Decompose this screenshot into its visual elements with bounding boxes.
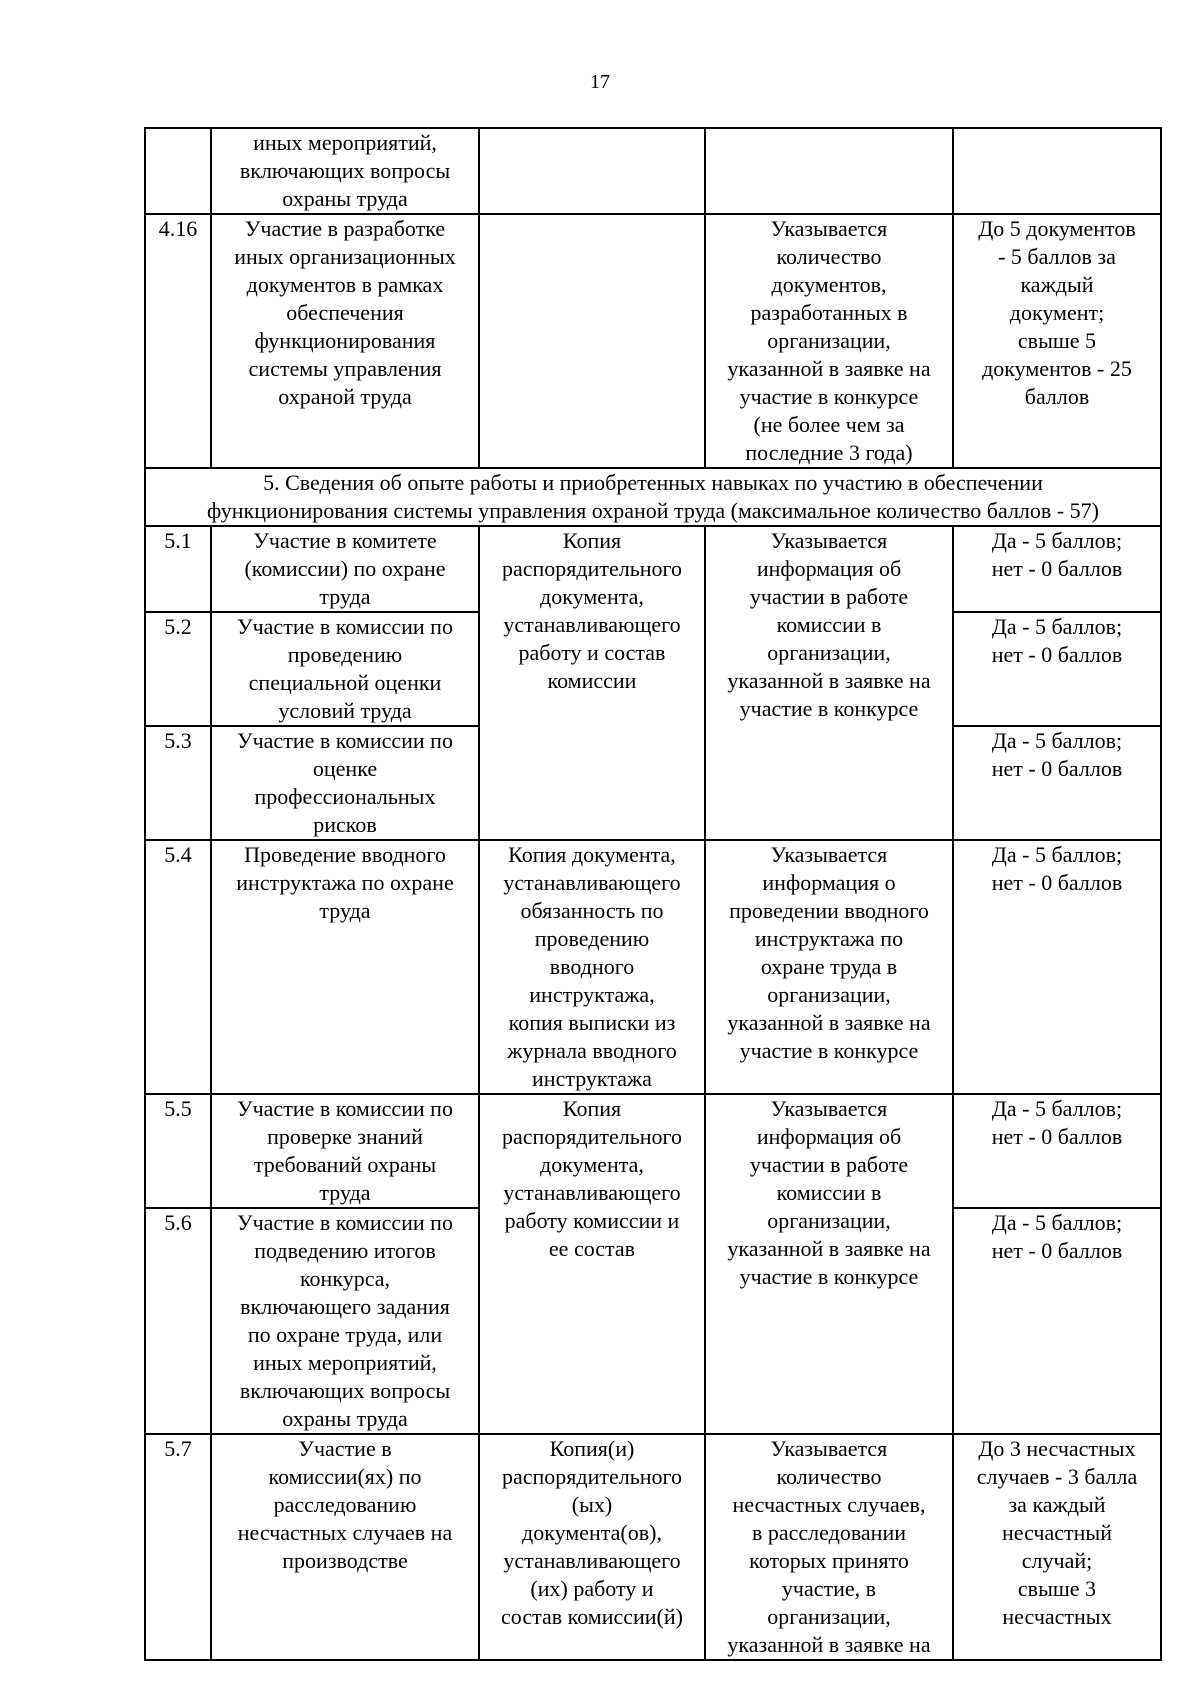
criterion-cell: Участие в комитете (комиссии) по охране труда	[211, 526, 479, 612]
score-cell: Да - 5 баллов; нет - 0 баллов	[953, 840, 1161, 1094]
row-number: 4.16	[145, 214, 211, 468]
document-cell: Копия распорядительного документа, устанавливающего работу и состав комиссии	[479, 526, 705, 840]
row-number: 5.6	[145, 1208, 211, 1434]
row-number: 5.7	[145, 1434, 211, 1660]
criterion-cell: иных мероприятий, включающих вопросы охраны труда	[211, 128, 479, 214]
info-cell: Указывается информация об участии в работе комиссии в организации, указанной в заявке на участие в конкурсе	[705, 1094, 953, 1434]
row-number: 5.2	[145, 612, 211, 726]
score-cell: Да - 5 баллов; нет - 0 баллов	[953, 1094, 1161, 1208]
document-cell: Копия документа, устанавливающего обязанность по проведению вводного инструктажа, копия выписки из журнала вводного инструктажа	[479, 840, 705, 1094]
score-cell: Да - 5 баллов; нет - 0 баллов	[953, 726, 1161, 840]
section-title: 5. Сведения об опыте работы и приобретенных навыках по участию в обеспечении функционирования системы управления охраной труда (максимальное количество баллов - 57)	[145, 468, 1161, 526]
criteria-table	[144, 127, 1162, 1661]
row-number: 5.1	[145, 526, 211, 612]
score-cell: Да - 5 баллов; нет - 0 баллов	[953, 612, 1161, 726]
score-cell	[953, 128, 1161, 214]
table-row	[145, 1434, 1161, 1660]
info-cell: Указывается количество документов, разработанных в организации, указанной в заявке на участие в конкурсе (не более чем за последние 3 года)	[705, 214, 953, 468]
document-cell	[479, 128, 705, 214]
score-cell: До 5 документов - 5 баллов за каждый документ; свыше 5 документов - 25 баллов	[953, 214, 1161, 468]
score-cell: Да - 5 баллов; нет - 0 баллов	[953, 526, 1161, 612]
section-header-row	[145, 468, 1161, 526]
info-cell: Указывается количество несчастных случаев, в расследовании которых принято участие, в организации, указанной в заявке на	[705, 1434, 953, 1660]
row-number: 5.3	[145, 726, 211, 840]
table-row	[145, 1094, 1161, 1208]
row-number	[145, 128, 211, 214]
document-cell: Копия(и) распорядительного (ых) документа(ов), устанавливающего (их) работу и состав комиссии(й)	[479, 1434, 705, 1660]
criterion-cell: Проведение вводного инструктажа по охране труда	[211, 840, 479, 1094]
table-row	[145, 128, 1161, 214]
score-cell: До 3 несчастных случаев - 3 балла за каждый несчастный случай; свыше 3 несчастных	[953, 1434, 1161, 1660]
document-cell: Копия распорядительного документа, устанавливающего работу комиссии и ее состав	[479, 1094, 705, 1434]
page-number: 17	[590, 71, 610, 93]
criterion-cell: Участие в разработке иных организационных документов в рамках обеспечения функционирования системы управления охраной труда	[211, 214, 479, 468]
criterion-cell: Участие в комиссии по проведению специальной оценки условий труда	[211, 612, 479, 726]
table-row	[145, 526, 1161, 612]
document-cell	[479, 214, 705, 468]
criterion-cell: Участие в комиссии по оценке профессиональных рисков	[211, 726, 479, 840]
row-number: 5.5	[145, 1094, 211, 1208]
score-cell: Да - 5 баллов; нет - 0 баллов	[953, 1208, 1161, 1434]
info-cell: Указывается информация об участии в работе комиссии в организации, указанной в заявке на участие в конкурсе	[705, 526, 953, 840]
criterion-cell: Участие в комиссии по проверке знаний требований охраны труда	[211, 1094, 479, 1208]
criterion-cell: Участие в комиссии(ях) по расследованию несчастных случаев на производстве	[211, 1434, 479, 1660]
row-number: 5.4	[145, 840, 211, 1094]
criterion-cell: Участие в комиссии по подведению итогов конкурса, включающего задания по охране труда, или иных мероприятий, включающих вопросы охраны труда	[211, 1208, 479, 1434]
table-row	[145, 840, 1161, 1094]
info-cell: Указывается информация о проведении вводного инструктажа по охране труда в организации, указанной в заявке на участие в конкурсе	[705, 840, 953, 1094]
info-cell	[705, 128, 953, 214]
table-row	[145, 214, 1161, 468]
